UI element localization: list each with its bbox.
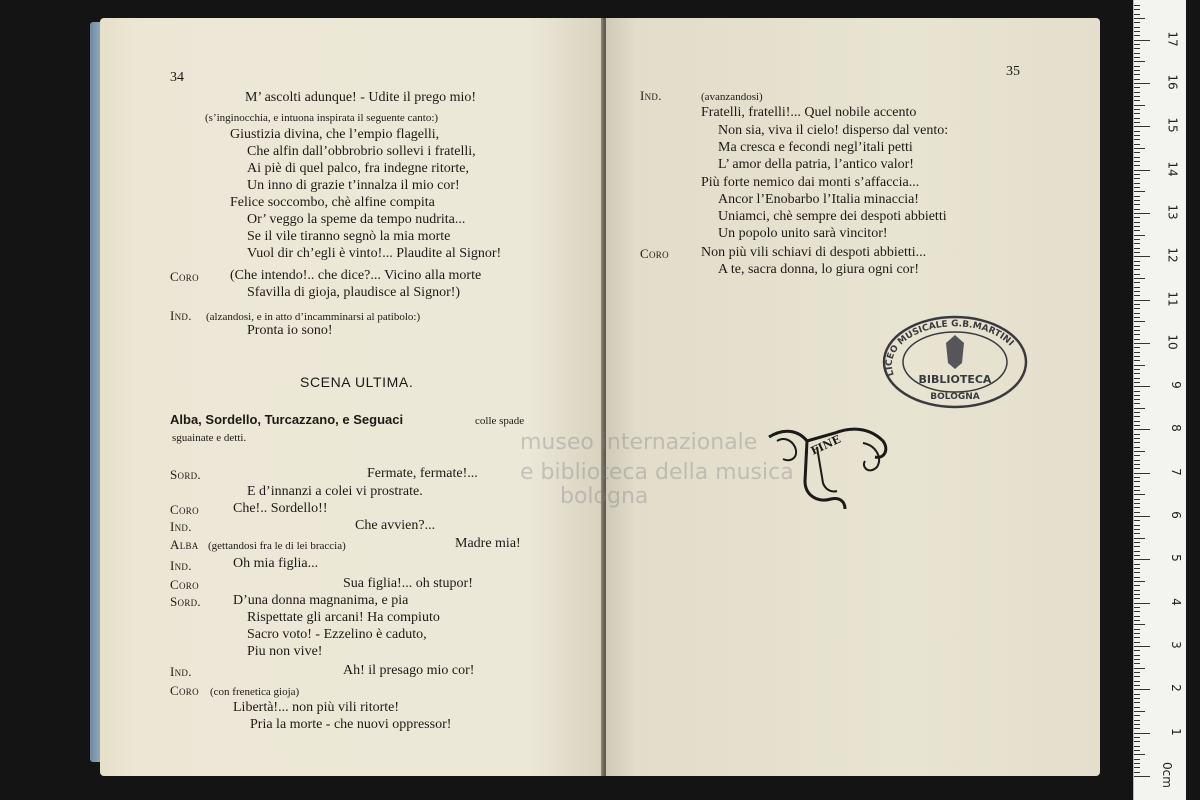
ruler-tick bbox=[1134, 646, 1150, 647]
ruler-tick bbox=[1134, 53, 1140, 54]
speaker-label: Ind. bbox=[170, 558, 192, 573]
ruler-tick bbox=[1134, 442, 1140, 443]
ruler-tick bbox=[1134, 18, 1145, 19]
verse-line: L’ amor della patria, l’antico valor! bbox=[718, 157, 914, 172]
ruler-label: 4 bbox=[1169, 597, 1184, 606]
ruler-tick bbox=[1134, 339, 1140, 340]
ruler-tick bbox=[1134, 170, 1150, 171]
stage-direction: (con frenetica gioja) bbox=[210, 686, 300, 698]
ruler-tick bbox=[1134, 676, 1140, 677]
ruler-tick bbox=[1134, 131, 1140, 132]
ruler-tick bbox=[1134, 499, 1140, 500]
ruler-tick bbox=[1134, 382, 1140, 383]
speaker-label: Ind. bbox=[170, 308, 192, 323]
verse-line: Or’ veggo la speme da tempo nudrita... bbox=[247, 212, 466, 227]
stamp-graphic bbox=[882, 315, 1028, 409]
verse-line: Non più vili schiavi di despoti abbietti... bbox=[701, 245, 927, 260]
speaker-label: Coro bbox=[170, 269, 199, 284]
ruler-tick bbox=[1134, 122, 1140, 123]
ruler-label: 17 bbox=[1165, 31, 1180, 47]
ruler-tick bbox=[1134, 585, 1140, 586]
ruler-tick bbox=[1134, 187, 1140, 188]
ruler-tick bbox=[1134, 87, 1140, 88]
ruler-tick bbox=[1134, 763, 1140, 764]
ruler-tick bbox=[1134, 611, 1140, 612]
ruler-tick bbox=[1134, 282, 1140, 283]
ruler-tick bbox=[1134, 776, 1150, 777]
ruler-tick bbox=[1134, 681, 1140, 682]
verse-line: E d’innanzi a colei vi prostrate. bbox=[247, 484, 423, 499]
left-page bbox=[100, 18, 603, 776]
ruler-tick bbox=[1134, 269, 1140, 270]
ruler-tick bbox=[1134, 256, 1150, 257]
ruler-tick bbox=[1134, 538, 1145, 539]
ruler-tick bbox=[1134, 226, 1140, 227]
ruler-label: 10 bbox=[1165, 334, 1180, 350]
stamp-bottom-text: BOLOGNA bbox=[930, 392, 980, 402]
ruler-tick bbox=[1134, 295, 1140, 296]
ruler-tick bbox=[1134, 698, 1140, 699]
verse-line: Ah! il presago mio cor! bbox=[343, 663, 475, 678]
speaker-label: Sord. bbox=[170, 594, 201, 609]
ruler-tick bbox=[1134, 633, 1140, 634]
ruler-tick bbox=[1134, 31, 1140, 32]
ruler-tick bbox=[1134, 720, 1140, 721]
ruler-tick bbox=[1134, 429, 1150, 430]
ruler-tick bbox=[1134, 352, 1140, 353]
ruler-tick bbox=[1134, 369, 1140, 370]
page-number: 35 bbox=[1006, 64, 1020, 79]
speaker-label: Ind. bbox=[170, 664, 192, 679]
verse-line: Che avvien?... bbox=[355, 518, 436, 533]
ruler-tick bbox=[1134, 44, 1140, 45]
ruler-tick bbox=[1134, 477, 1140, 478]
ruler-tick bbox=[1134, 460, 1140, 461]
ruler-tick bbox=[1134, 447, 1140, 448]
library-stamp bbox=[882, 315, 1028, 409]
ruler-tick bbox=[1134, 412, 1140, 413]
ruler-tick bbox=[1134, 317, 1140, 318]
ruler-tick bbox=[1134, 291, 1140, 292]
ruler-tick bbox=[1134, 620, 1140, 621]
ruler-tick bbox=[1134, 40, 1150, 41]
ruler-tick bbox=[1134, 689, 1150, 690]
speaker-label: Ind. bbox=[640, 88, 662, 103]
ruler-tick bbox=[1134, 217, 1140, 218]
verse-line: Sua figlia!... oh stupor! bbox=[343, 576, 473, 591]
ruler-tick bbox=[1134, 209, 1140, 210]
ruler-tick bbox=[1134, 490, 1140, 491]
ruler-tick bbox=[1134, 70, 1140, 71]
ruler-tick bbox=[1134, 135, 1140, 136]
ruler-tick bbox=[1134, 118, 1140, 119]
ruler-tick bbox=[1134, 391, 1140, 392]
stage-direction: colle spade bbox=[475, 415, 525, 427]
ruler-tick bbox=[1134, 300, 1150, 301]
ruler-tick bbox=[1134, 395, 1140, 396]
ruler-tick bbox=[1134, 61, 1145, 62]
ruler-tick bbox=[1134, 555, 1140, 556]
verse-line: Ma cresca e fecondi negl’itali petti bbox=[718, 140, 913, 155]
ruler-tick bbox=[1134, 438, 1140, 439]
ruler-tick bbox=[1134, 572, 1140, 573]
ruler-tick bbox=[1134, 287, 1140, 288]
ruler-tick bbox=[1134, 533, 1140, 534]
ruler-tick bbox=[1134, 22, 1140, 23]
measuring-ruler bbox=[1133, 0, 1186, 800]
ruler-tick bbox=[1134, 343, 1150, 344]
ruler-tick bbox=[1134, 516, 1150, 517]
crest-icon bbox=[946, 335, 964, 369]
ruler-tick bbox=[1134, 360, 1140, 361]
verse-line: Fermate, fermate!... bbox=[367, 466, 478, 481]
ruler-tick bbox=[1134, 403, 1140, 404]
ruler-tick bbox=[1134, 96, 1140, 97]
ruler-tick bbox=[1134, 767, 1140, 768]
ruler-tick bbox=[1134, 14, 1140, 15]
ruler-tick bbox=[1134, 486, 1140, 487]
verse-line: Oh mia figlia... bbox=[233, 556, 319, 571]
ruler-tick bbox=[1134, 724, 1140, 725]
ruler-tick bbox=[1134, 109, 1140, 110]
ruler-tick bbox=[1134, 564, 1140, 565]
ruler-tick bbox=[1134, 265, 1140, 266]
speaker-label: Alba bbox=[170, 537, 199, 552]
ruler-tick bbox=[1134, 525, 1140, 526]
ruler-tick bbox=[1134, 421, 1140, 422]
ruler-tick bbox=[1134, 326, 1140, 327]
ruler-tick bbox=[1134, 754, 1145, 755]
ruler-tick bbox=[1134, 598, 1140, 599]
ruler-tick bbox=[1134, 425, 1140, 426]
ruler-tick bbox=[1134, 79, 1140, 80]
watermark-line: bologna bbox=[560, 484, 649, 509]
ruler-tick bbox=[1134, 105, 1145, 106]
ruler-tick bbox=[1134, 542, 1140, 543]
ruler-tick bbox=[1134, 161, 1140, 162]
ruler-label: 1 bbox=[1169, 727, 1184, 736]
ruler-tick bbox=[1134, 750, 1140, 751]
ruler-tick bbox=[1134, 191, 1145, 192]
ruler-tick bbox=[1134, 74, 1140, 75]
ruler-tick bbox=[1134, 546, 1140, 547]
ruler-label: 3 bbox=[1169, 641, 1184, 649]
ruler-label: 11 bbox=[1165, 290, 1180, 307]
verse-line: Fratelli, fratelli!... Quel nobile accento bbox=[701, 105, 917, 120]
ruler-tick bbox=[1134, 27, 1140, 28]
speaker-label: Coro bbox=[170, 577, 199, 592]
ruler-tick bbox=[1134, 733, 1150, 734]
characters-entering: Alba, Sordello, Turcazzano, e Seguaci bbox=[170, 412, 404, 427]
ruler-label: 14 bbox=[1165, 160, 1180, 177]
verse-line: Libertà!... non più vili ritorte! bbox=[233, 700, 400, 715]
ruler-tick bbox=[1134, 655, 1140, 656]
speaker-label: Coro bbox=[640, 246, 669, 261]
ruler-tick bbox=[1134, 148, 1145, 149]
ruler-tick bbox=[1134, 464, 1140, 465]
ruler-tick bbox=[1134, 668, 1145, 669]
ruler-tick bbox=[1134, 48, 1140, 49]
ruler-tick bbox=[1134, 365, 1145, 366]
ruler-tick bbox=[1134, 157, 1140, 158]
ruler-tick bbox=[1134, 204, 1140, 205]
ruler-tick bbox=[1134, 261, 1140, 262]
ruler-label: 0cm bbox=[1160, 762, 1175, 788]
ruler-tick bbox=[1134, 126, 1150, 127]
verse-line: Piu non vive! bbox=[247, 644, 323, 659]
ruler-tick bbox=[1134, 568, 1140, 569]
ruler-tick bbox=[1134, 239, 1140, 240]
verse-line: Sacro voto! - Ezzelino è caduto, bbox=[247, 627, 427, 642]
verse-line: Sfavilla di gioja, plaudisce al Signor!) bbox=[247, 285, 461, 300]
ruler-tick bbox=[1134, 378, 1140, 379]
ruler-tick bbox=[1134, 248, 1140, 249]
ruler-tick bbox=[1134, 481, 1140, 482]
ruler-tick bbox=[1134, 139, 1140, 140]
ruler-tick bbox=[1134, 529, 1140, 530]
ruler-tick bbox=[1134, 659, 1140, 660]
scene-heading: SCENA ULTIMA. bbox=[300, 374, 414, 390]
ruler-tick bbox=[1134, 650, 1140, 651]
ruler-tick bbox=[1134, 35, 1140, 36]
ruler-tick bbox=[1134, 473, 1150, 474]
ruler-tick bbox=[1134, 356, 1140, 357]
speaker-label: Coro bbox=[170, 683, 199, 698]
ruler-tick bbox=[1134, 607, 1140, 608]
verse-line: Pronta io sono! bbox=[247, 323, 333, 338]
verse-line: Uniamci, chè sempre dei despoti abbietti bbox=[718, 209, 947, 224]
ruler-tick bbox=[1134, 616, 1140, 617]
verse-line: D’una donna magnanima, e pia bbox=[233, 593, 409, 608]
verse-line: Felice soccombo, chè alfine compita bbox=[230, 195, 435, 210]
ruler-tick bbox=[1134, 347, 1140, 348]
ruler-tick bbox=[1134, 594, 1140, 595]
ruler-tick bbox=[1134, 373, 1140, 374]
ruler-tick bbox=[1134, 330, 1140, 331]
stage-direction: (gettandosi fra le di lei braccia) bbox=[208, 540, 346, 552]
ruler-tick bbox=[1134, 304, 1140, 305]
ruler-tick bbox=[1134, 642, 1140, 643]
ruler-label: 15 bbox=[1165, 117, 1180, 133]
ruler-tick bbox=[1134, 9, 1140, 10]
ruler-tick bbox=[1134, 178, 1140, 179]
ruler-tick bbox=[1134, 243, 1140, 244]
ruler-label: 8 bbox=[1169, 424, 1184, 433]
ruler-tick bbox=[1134, 672, 1140, 673]
ruler-tick bbox=[1134, 629, 1140, 630]
ruler-label: 13 bbox=[1165, 204, 1180, 220]
ruler-tick bbox=[1134, 230, 1140, 231]
verse-line: Un inno di grazie t’innalza il mio cor! bbox=[247, 178, 460, 193]
ruler-tick bbox=[1134, 520, 1140, 521]
ruler-tick bbox=[1134, 707, 1140, 708]
verse-line: Che!.. Sordello!! bbox=[233, 501, 328, 516]
ruler-label: 5 bbox=[1169, 554, 1184, 563]
ruler-tick bbox=[1134, 737, 1140, 738]
verse-line: Rispettate gli arcani! Ha compiuto bbox=[247, 610, 440, 625]
ruler-tick bbox=[1134, 144, 1140, 145]
stage-direction: (avanzandosi) bbox=[701, 91, 763, 103]
speaker-label: Coro bbox=[170, 502, 199, 517]
ruler-tick bbox=[1134, 274, 1140, 275]
verse-line: Più forte nemico dai monti s’affaccia... bbox=[701, 175, 920, 190]
watermark-line: e biblioteca della musica bbox=[520, 460, 794, 485]
ruler-tick bbox=[1134, 222, 1140, 223]
ruler-tick bbox=[1134, 711, 1145, 712]
ruler-tick bbox=[1134, 92, 1140, 93]
verse-line: Ancor l’Enobarbo l’Italia minaccia! bbox=[718, 192, 919, 207]
ruler-tick bbox=[1134, 685, 1140, 686]
ruler-label: 2 bbox=[1169, 684, 1184, 693]
ruler-tick bbox=[1134, 551, 1140, 552]
ruler-tick bbox=[1134, 637, 1140, 638]
ruler-tick bbox=[1134, 455, 1140, 456]
stamp-ring-text: LICEO MUSICALE G.B.MARTINI bbox=[884, 319, 1016, 378]
speaker-label: Ind. bbox=[170, 519, 192, 534]
ruler-tick bbox=[1134, 694, 1140, 695]
ruler-tick bbox=[1134, 494, 1145, 495]
ruler-tick bbox=[1134, 196, 1140, 197]
verse-line: Non sia, viva il cielo! disperso dal vento: bbox=[718, 123, 949, 138]
ruler-tick bbox=[1134, 152, 1140, 153]
verse-line: Vuol dir ch’egli è vinto!... Plaudite al Signor! bbox=[247, 246, 502, 261]
stage-direction: sguainate e detti. bbox=[172, 432, 247, 444]
ruler-tick bbox=[1134, 213, 1150, 214]
ruler-tick bbox=[1134, 728, 1140, 729]
ruler-tick bbox=[1134, 200, 1140, 201]
ruler-tick bbox=[1134, 252, 1140, 253]
ruler-label: 12 bbox=[1165, 247, 1180, 263]
verse-line: Un popolo unito sarà vincitor! bbox=[718, 226, 888, 241]
fine-label: FINE bbox=[808, 432, 843, 458]
verse-line: Giustizia divina, che l’empio flagelli, bbox=[230, 127, 440, 142]
ruler-tick bbox=[1134, 772, 1140, 773]
ruler-tick bbox=[1134, 321, 1145, 322]
ruler-tick bbox=[1134, 165, 1140, 166]
ruler-tick bbox=[1134, 715, 1140, 716]
ruler-tick bbox=[1134, 278, 1145, 279]
page-number: 34 bbox=[170, 70, 184, 85]
ruler-tick bbox=[1134, 468, 1140, 469]
ruler-tick bbox=[1134, 590, 1140, 591]
ruler-tick bbox=[1134, 759, 1140, 760]
ruler-tick bbox=[1134, 503, 1140, 504]
ruler-tick bbox=[1134, 113, 1140, 114]
ruler-tick bbox=[1134, 624, 1145, 625]
ruler-tick bbox=[1134, 174, 1140, 175]
stamp-center-text: BIBLIOTECA bbox=[918, 373, 992, 386]
ruler-tick bbox=[1134, 663, 1140, 664]
ruler-tick bbox=[1134, 507, 1140, 508]
ruler-label: 9 bbox=[1169, 381, 1184, 389]
ruler-tick bbox=[1134, 334, 1140, 335]
ruler-tick bbox=[1134, 434, 1140, 435]
stage-direction: (alzandosi, e in atto d’incamminarsi al patibolo:) bbox=[206, 311, 421, 323]
ruler-tick bbox=[1134, 451, 1145, 452]
ruler-tick bbox=[1134, 581, 1145, 582]
verse-line: M’ ascolti adunque! - Udite il prego mio! bbox=[245, 90, 477, 105]
verse-line: Che alfin dall’obbrobrio sollevi i fratelli, bbox=[247, 144, 476, 159]
watermark-line: museo internazionale bbox=[520, 430, 758, 455]
stage-direction: (s’inginocchia, e intuona inspirata il seguente canto:) bbox=[205, 112, 439, 124]
verse-line: A te, sacra donna, lo giura ogni cor! bbox=[718, 262, 919, 277]
ruler-tick bbox=[1134, 386, 1150, 387]
ruler-tick bbox=[1134, 183, 1140, 184]
ruler-tick bbox=[1134, 559, 1150, 560]
ruler-tick bbox=[1134, 5, 1140, 6]
ruler-tick bbox=[1134, 702, 1140, 703]
ruler-tick bbox=[1134, 512, 1140, 513]
ruler-tick bbox=[1134, 603, 1150, 604]
ruler-tick bbox=[1134, 399, 1140, 400]
ruler-tick bbox=[1134, 100, 1140, 101]
ruler-tick bbox=[1134, 83, 1150, 84]
verse-line: (Che intendo!.. che dice?... Vicino alla morte bbox=[230, 268, 482, 283]
ruler-tick bbox=[1134, 408, 1145, 409]
verse-line: Ai piè di quel palco, fra indegne ritorte, bbox=[247, 161, 469, 176]
ruler-label: 6 bbox=[1169, 511, 1184, 519]
verse-line: Pria la morte - che nuovi oppressor! bbox=[250, 717, 452, 732]
ruler-tick bbox=[1134, 746, 1140, 747]
ruler-label: 16 bbox=[1165, 74, 1180, 90]
ruler-tick bbox=[1134, 57, 1140, 58]
verse-line: Se il vile tiranno segnò la mia morte bbox=[247, 229, 451, 244]
ruler-tick bbox=[1134, 577, 1140, 578]
verse-line: Madre mia! bbox=[455, 536, 521, 551]
ruler-tick bbox=[1134, 235, 1145, 236]
ruler-tick bbox=[1134, 741, 1140, 742]
ruler-tick bbox=[1134, 416, 1140, 417]
ruler-tick bbox=[1134, 313, 1140, 314]
ruler-tick bbox=[1134, 308, 1140, 309]
ruler-tick bbox=[1134, 66, 1140, 67]
speaker-label: Sord. bbox=[170, 467, 201, 482]
ruler-label: 7 bbox=[1169, 467, 1184, 476]
